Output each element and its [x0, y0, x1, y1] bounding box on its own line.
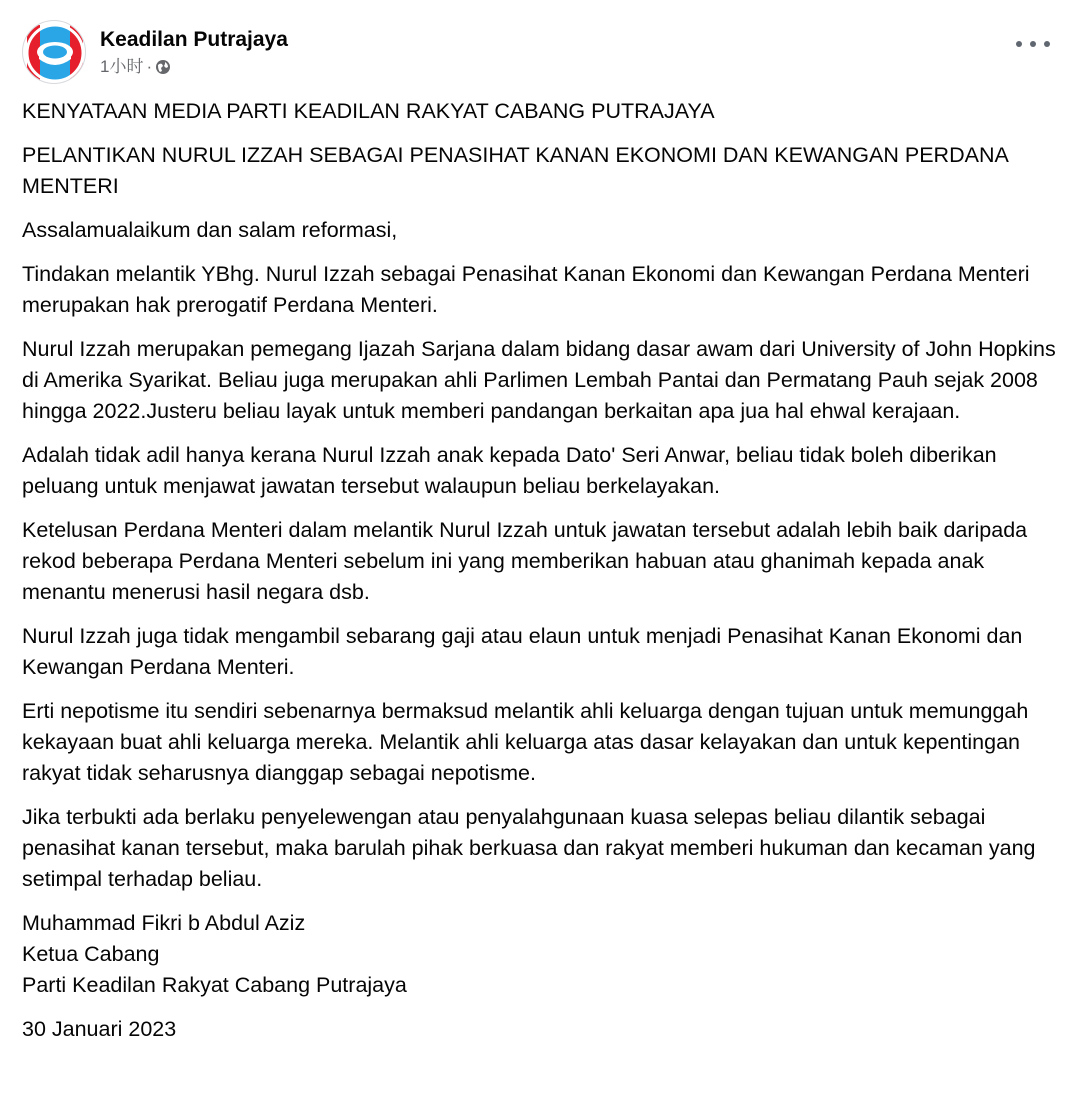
post-body — [22, 96, 1062, 1058]
globe-icon[interactable] — [155, 59, 171, 75]
page-avatar[interactable] — [22, 20, 86, 84]
more-dot — [1016, 41, 1022, 47]
separator-dot: · — [146, 57, 153, 76]
post-meta — [100, 27, 288, 77]
pkr-logo-icon — [23, 21, 86, 84]
statement-date: 30 Januari 2023 — [22, 1017, 177, 1041]
post-paragraph-greeting: Assalamualaikum dan salam reformasi, — [22, 218, 398, 242]
post-paragraph: Jika terbukti ada berlaku penyelewengan atau penyalahgunaan kuasa selepas beliau dilantik sebagai penasihat kanan tersebut, maka barulah pihak berkuasa dan rakyat memberi hukuman dan kecaman yang setimpal terhadap beliau. — [22, 805, 1036, 891]
signature-organization: Parti Keadilan Rakyat Cabang Putrajaya — [22, 973, 407, 997]
more-dot — [1044, 41, 1050, 47]
post-paragraph: Ketelusan Perdana Menteri dalam melantik Nurul Izzah untuk jawatan tersebut adalah lebih baik daripada rekod beberapa Perdana Menteri sebelum ini yang memberikan habuan atau ghanimah kepada anak menantu menerusi hasil negara dsb. — [22, 518, 1028, 604]
more-options-icon[interactable] — [1016, 34, 1050, 54]
signature-name: Muhammad Fikri b Abdul Aziz — [22, 911, 306, 935]
post-paragraph: Nurul Izzah juga tidak mengambil sebarang gaji atau elaun untuk menjadi Penasihat Kanan Ekonomi dan Kewangan Perdana Menteri. — [22, 624, 1023, 679]
post-paragraph: Tindakan melantik YBhg. Nurul Izzah sebagai Penasihat Kanan Ekonomi dan Kewangan Perdana Menteri merupakan hak prerogatif Perdana Menteri. — [22, 262, 1030, 317]
post-header — [22, 20, 288, 84]
post-paragraph-subtitle: PELANTIKAN NURUL IZZAH SEBAGAI PENASIHAT KANAN EKONOMI DAN KEWANGAN PERDANA MENTERI — [22, 143, 1008, 198]
post-subline — [100, 57, 288, 77]
post-paragraph: Adalah tidak adil hanya kerana Nurul Izzah anak kepada Dato' Seri Anwar, beliau tidak boleh diberikan peluang untuk menjawat jawatan tersebut walaupun beliau berkelayakan. — [22, 443, 997, 498]
post-timestamp[interactable]: 1小时 — [100, 57, 144, 76]
page-name-link[interactable]: Keadilan Putrajaya — [100, 28, 288, 51]
signature-block — [22, 908, 1062, 1001]
post-paragraph-title: KENYATAAN MEDIA PARTI KEADILAN RAKYAT CABANG PUTRAJAYA — [22, 99, 715, 123]
more-dot — [1030, 41, 1036, 47]
post-paragraph: Erti nepotisme itu sendiri sebenarnya bermaksud melantik ahli keluarga dengan tujuan untuk memunggah kekayaan buat ahli keluarga mereka. Melantik ahli keluarga atas dasar kelayakan dan untuk kepentingan rakyat tidak seharusnya dianggap sebagai nepotisme. — [22, 699, 1029, 785]
signature-position: Ketua Cabang — [22, 942, 160, 966]
post-paragraph: Nurul Izzah merupakan pemegang Ijazah Sarjana dalam bidang dasar awam dari University of John Hopkins di Amerika Syarikat. Beliau juga merupakan ahli Parlimen Lembah Pantai dan Permatang Pauh sejak 2008 hingga 2022.Justeru beliau layak untuk memberi pandangan berkaitan apa jua hal ehwal kerajaan. — [22, 337, 1056, 423]
